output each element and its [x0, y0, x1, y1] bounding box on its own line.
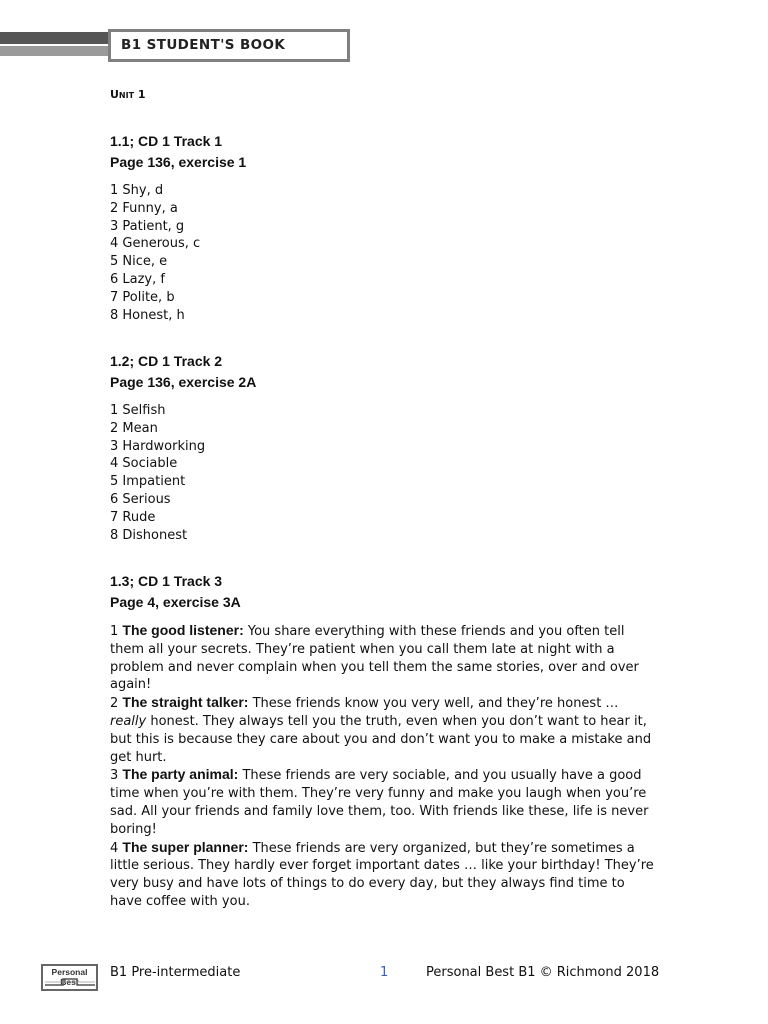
- paragraph-number: 2: [110, 696, 123, 712]
- list-item: 8 Dishonest: [110, 527, 188, 543]
- section-3-paragraphs: [110, 622, 658, 911]
- paragraph-number: 3: [110, 768, 123, 784]
- list-item: 5 Nice, e: [110, 254, 168, 270]
- list-item: 2 Funny, a: [110, 200, 178, 216]
- section-3-heading: [110, 571, 241, 613]
- paragraph-party-animal: [110, 766, 658, 838]
- footer-level: B1 Pre-intermediate: [110, 965, 241, 980]
- list-item: 3 Hardworking: [110, 438, 206, 454]
- header-decor-bar-dark: [0, 32, 110, 44]
- list-item: 1 Selfish: [110, 403, 166, 418]
- paragraph-text: These friends know you very well, and they’re honest …: [248, 696, 619, 712]
- list-item: 1 Shy, d: [110, 183, 164, 198]
- personal-best-logo: [41, 964, 98, 991]
- paragraph-text: These friends are very sociable, and you usually have a good time when you’re with them. They’re very funny and make you laugh when you’re sad. All your friends and family love them, too. With friends like these, life is never boring!: [110, 768, 649, 837]
- list-item: 3 Patient, g: [110, 218, 185, 234]
- section-3-track: 1.3; CD 1 Track 3: [110, 573, 223, 589]
- logo-step-icon: [45, 978, 95, 986]
- list-item: 4 Sociable: [110, 456, 178, 472]
- list-item: 6 Lazy, f: [110, 271, 165, 287]
- paragraph-number: 1: [110, 624, 123, 639]
- paragraph-text-after: honest. They always tell you the truth, even when you don’t want to hear it, but this is because they care about you and don’t want you to make a mistake and get hurt.: [110, 713, 652, 765]
- paragraph-emphasis: really: [110, 713, 147, 729]
- list-item: 7 Rude: [110, 509, 156, 525]
- section-1-track: 1.1; CD 1 Track 1: [110, 133, 223, 149]
- section-2-track: 1.2; CD 1 Track 2: [110, 353, 223, 369]
- header-title-box: [108, 29, 350, 62]
- paragraph-straight-talker: [110, 694, 658, 766]
- paragraph-term: The party animal:: [122, 766, 239, 783]
- paragraph-term: The good listener:: [122, 622, 244, 638]
- paragraph-good-listener: [110, 622, 658, 694]
- paragraph-term: The straight talker:: [122, 694, 249, 711]
- paragraph-term: The super planner:: [122, 838, 249, 855]
- section-2-heading: [110, 351, 256, 393]
- section-3-page-ref: Page 4, exercise 3A: [110, 594, 241, 610]
- section-1-heading: [110, 131, 246, 173]
- list-item: 5 Impatient: [110, 474, 186, 490]
- header-decor-bar-light: [0, 46, 110, 56]
- list-item: 6 Serious: [110, 491, 171, 507]
- list-item: 7 Polite, b: [110, 289, 175, 305]
- paragraph-text: You share everything with these friends and you often tell them all your secrets. They’re patient when you call them late at night with a problem and never complain when you tell them the same stories, over and over again!: [110, 624, 639, 693]
- list-item: 2 Mean: [110, 420, 158, 436]
- section-1-answer-list: [110, 182, 200, 324]
- paragraph-number: 4: [110, 840, 123, 856]
- list-item: 8 Honest, h: [110, 307, 185, 323]
- paragraph-text: These friends are very organized, but they’re sometimes a little serious. They hardly ever forget important dates … like your birthday! They’re very busy and have lots of things to do every day, but they always find time to have coffee with you.: [110, 840, 654, 909]
- list-item: 4 Generous, c: [110, 236, 201, 252]
- paragraph-super-planner: [110, 839, 658, 911]
- section-2-page-ref: Page 136, exercise 2A: [110, 374, 257, 390]
- unit-heading: Unit 1: [110, 88, 146, 101]
- header-title: B1 STUDENT'S BOOK: [121, 37, 286, 53]
- logo-text: Personal Best: [51, 967, 88, 987]
- footer-copyright: Personal Best B1 © Richmond 2018: [426, 965, 660, 980]
- section-2-answer-list: [110, 402, 205, 544]
- footer-page-number: 1: [380, 965, 389, 980]
- section-1-page-ref: Page 136, exercise 1: [110, 154, 247, 170]
